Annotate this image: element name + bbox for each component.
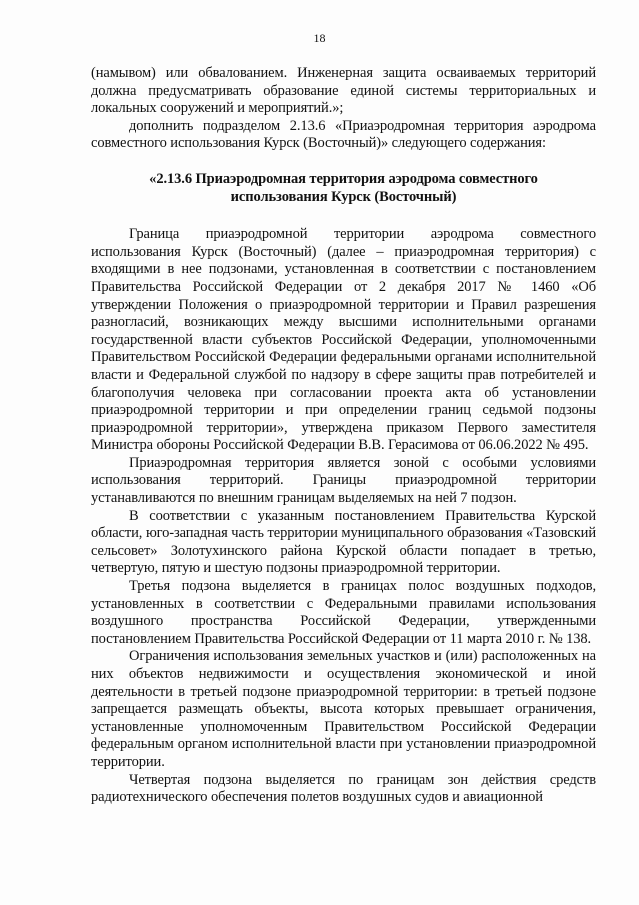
- document-body: [91, 65, 596, 807]
- page-number: 18: [313, 31, 326, 45]
- paragraph: Приаэродромная территория является зоной с особыми условиями использования территорий. Границы приаэродромной территории устанавливаются по внешним границам выделяемых на ней 7 подзон.: [91, 454, 596, 507]
- section-heading: «2.13.6 Приаэродромная территория аэродрома совместного использования Курск (Восточный): [149, 170, 538, 205]
- paragraph: Третья подзона выделяется в границах полос воздушных подходов, установленных в соответствии с Федеральными правилами использования воздушного пространства Российской Федерации, утвержденными постановлением Правительства Российской Федерации от 11 марта 2010 г. № 138.: [91, 578, 596, 647]
- paragraph: В соответствии с указанным постановлением Правительства Курской области, юго-западная часть территории муниципального образования «Тазовский сельсовет» Золотухинского района Курской области попадает в третью, четвертую, пятую и шестую подзоны приаэродромной территории.: [91, 507, 596, 577]
- paragraph: (намывом) или обвалованием. Инженерная защита осваиваемых территорий должна предусматривать образование единой системы территориальных и локальных сооружений и мероприятий.»;: [91, 65, 596, 117]
- paragraph: Ограничения использования земельных участков и (или) расположенных на них объектов недвижимости и осуществления экономической и иной деятельности в третьей подзоне приаэродромной территории: в третьей подзоне запрещается размещать объекты, высота которых превышает ограничения, установленные уполномоченным Правительством Российской Федерации федеральным органом исполнительной власти при установлении приаэродромной территории.: [91, 648, 596, 770]
- paragraph: Граница приаэродромной территории аэродрома совместного использования Курск (Восточный) (далее – приаэродромная территория) с входящими в нее подзонами, установленная в соответствии с постановлением Правительства Российской Федерации от 2 декабря 2017 № 1460 «Об утверждении Положения о приаэродромной территории и Правил разрешения разногласий, возникающих между высшими исполнительными органами государственной власти субъектов Российской Федерации, уполномоченными Правительством Российской Федерации федеральными органами исполнительной власти и Федеральной службой по надзору в сфере защиты прав потребителей и благополучия человека при согласовании проекта акта об установлении приаэродромной территории и при определении границ седьмой подзоны приаэродромной территории», утверждена приказом Первого заместителя Министра обороны Российской Федерации В.В. Герасимова от 06.06.2022 № 495.: [91, 226, 596, 454]
- paragraph: дополнить подразделом 2.13.6 «Приаэродромная территория аэродрома совместного использования Курск (Восточный)» следующего содержания:: [91, 117, 596, 152]
- paragraph: Четвертая подзона выделяется по границам зон действия средств радиотехнического обеспечения полетов воздушных судов и авиационной: [91, 771, 596, 806]
